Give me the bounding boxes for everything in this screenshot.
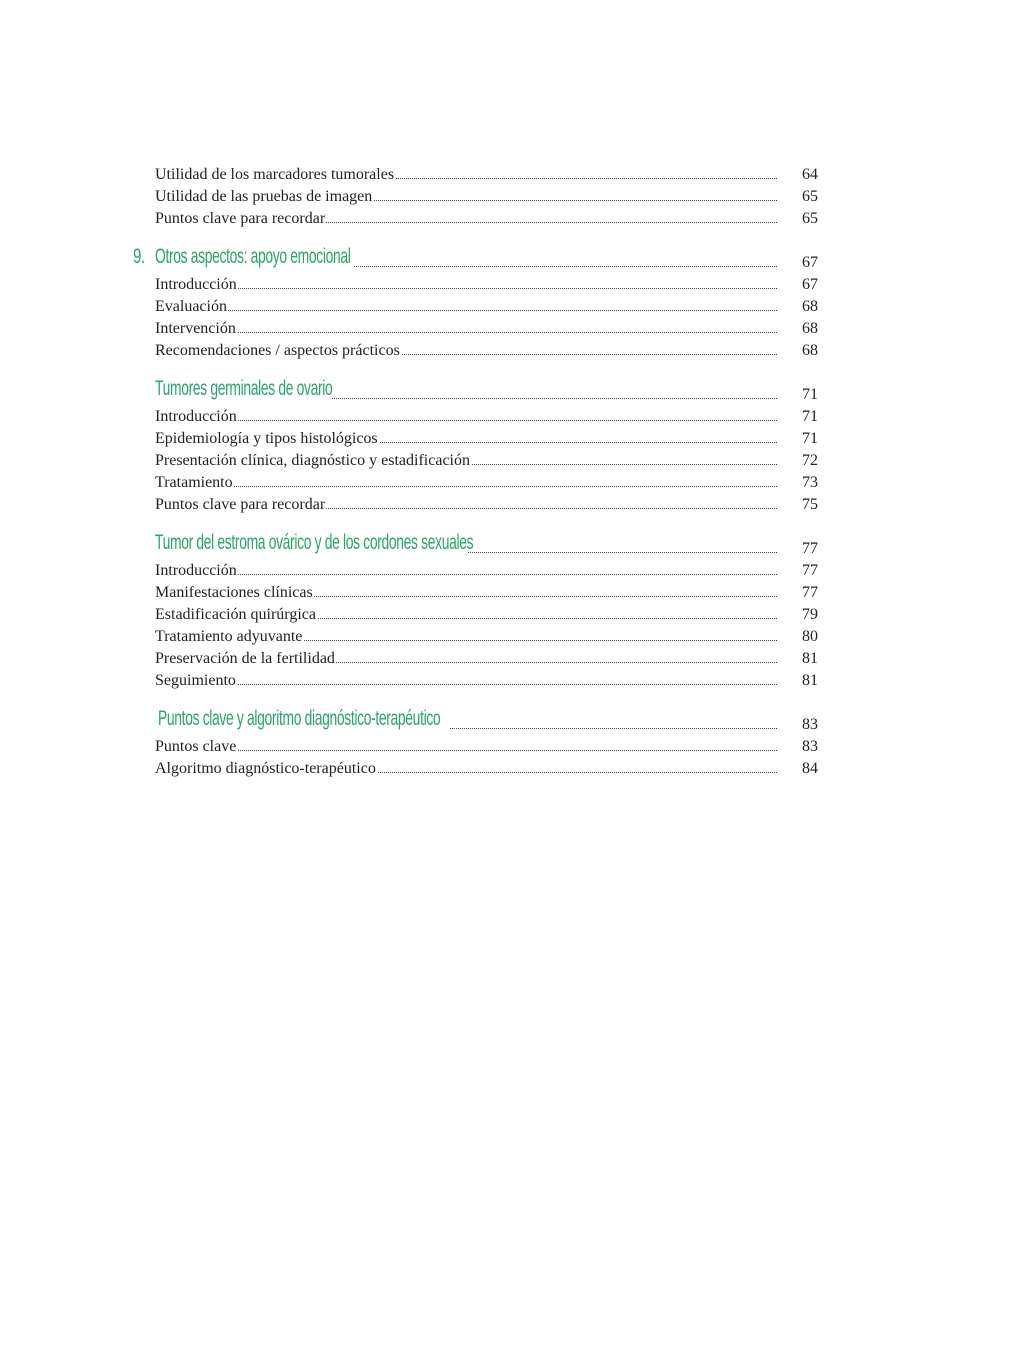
toc-entry-label: Introducción [155,408,237,425]
toc-entry[interactable] [0,406,1012,428]
chapter-title: Tumores germinales de ovario [155,377,333,400]
toc-entry-label: Introducción [155,562,237,579]
toc-entry-page: 84 [802,760,818,777]
toc-entry[interactable] [0,604,1012,626]
toc-entry-label: Estadificación quirúrgica [155,606,316,623]
toc-chapter-10[interactable] [0,376,1012,406]
toc-entry[interactable] [0,274,1012,296]
toc-entry-page: 75 [802,496,818,513]
dot-leader [160,288,777,289]
toc-entry-label: Puntos clave para recordar [155,496,326,513]
dot-leader [160,486,777,487]
toc-entry[interactable] [0,428,1012,450]
toc-chapter-9[interactable] [0,244,1012,274]
toc-entry[interactable] [0,450,1012,472]
toc-entry-page: 65 [802,188,818,205]
dot-leader [160,332,777,333]
toc-entry-page: 65 [802,210,818,227]
toc-entry-label: Evaluación [155,298,227,315]
toc-entry-page: 80 [802,628,818,645]
toc-entry-page: 71 [802,408,818,425]
toc-entry-page: 73 [802,474,818,491]
toc-entry-label: Tratamiento adyuvante [155,628,303,645]
table-of-contents [0,164,1012,780]
toc-entry-page: 81 [802,650,818,667]
toc-entry-label: Tratamiento [155,474,233,491]
toc-entry[interactable] [0,560,1012,582]
toc-entry-label: Utilidad de los marcadores tumorales [155,166,395,183]
chapter-title: Otros aspectos: apoyo emocional [155,245,351,268]
toc-entry-page: 77 [802,562,818,579]
dot-leader [160,750,777,751]
toc-entry-page: 77 [802,584,818,601]
toc-entry[interactable] [0,340,1012,362]
toc-entry-label: Epidemiología y tipos histológicos [155,430,378,447]
toc-chapter-11[interactable] [0,530,1012,560]
toc-entry-page: 81 [802,672,818,689]
toc-entry-label: Puntos clave [155,738,237,755]
toc-entry[interactable] [0,736,1012,758]
toc-entry-label: Introducción [155,276,237,293]
toc-chapter-12[interactable] [0,706,1012,736]
chapter-page: 77 [802,540,818,557]
toc-entry-label: Recomendaciones / aspectos prácticos [155,342,400,359]
toc-entry-label: Algoritmo diagnóstico-terapéutico [155,760,376,777]
toc-entry-page: 79 [802,606,818,623]
dot-leader [160,310,777,311]
toc-entry-page: 68 [802,342,818,359]
toc-entry[interactable] [0,494,1012,516]
toc-entry-label: Preservación de la fertilidad [155,650,335,667]
toc-entry[interactable] [0,208,1012,230]
dot-leader [160,574,777,575]
toc-entry-label: Utilidad de las pruebas de imagen [155,188,373,205]
toc-entry-label: Presentación clínica, diagnóstico y estadificación [155,452,470,469]
dot-leader [160,684,777,685]
toc-entry-label: Manifestaciones clínicas [155,584,313,601]
toc-entry[interactable] [0,670,1012,692]
toc-entry[interactable] [0,164,1012,186]
toc-entry-page: 83 [802,738,818,755]
toc-entry[interactable] [0,626,1012,648]
chapter-page: 83 [802,716,818,733]
toc-entry-page: 67 [802,276,818,293]
chapter-title: Tumor del estroma ovárico y de los cordones sexuales [155,531,474,554]
toc-entry-page: 64 [802,166,818,183]
toc-entry-label: Seguimiento [155,672,236,689]
chapter-page: 71 [802,386,818,403]
toc-entry[interactable] [0,318,1012,340]
chapter-title: Puntos clave y algoritmo diagnóstico-terapéutico [158,707,441,730]
chapter-page: 67 [802,254,818,271]
toc-entry[interactable] [0,648,1012,670]
toc-entry[interactable] [0,472,1012,494]
toc-entry[interactable] [0,582,1012,604]
toc-entry[interactable] [0,296,1012,318]
toc-entry-page: 68 [802,320,818,337]
toc-entry-page: 72 [802,452,818,469]
toc-entry[interactable] [0,758,1012,780]
toc-entry-label: Intervención [155,320,236,337]
toc-entry[interactable] [0,186,1012,208]
toc-entry-page: 68 [802,298,818,315]
dot-leader [160,420,777,421]
chapter-number: 9. [133,245,145,268]
toc-entry-label: Puntos clave para recordar [155,210,326,227]
toc-entry-page: 71 [802,430,818,447]
